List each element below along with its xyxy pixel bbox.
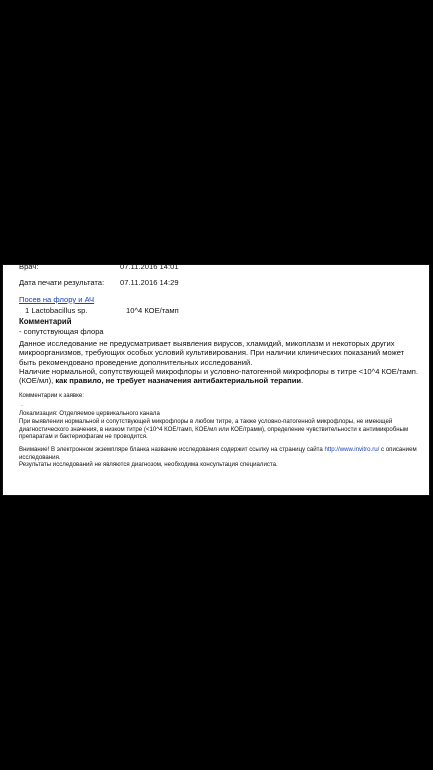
test-name-link[interactable]: Посев на флору и АЧ <box>19 295 95 304</box>
comment-heading: Комментарий <box>19 317 72 326</box>
print-date-value: 07.11.2016 14:29 <box>120 278 179 287</box>
warning-suffix: с описанием исследования. <box>19 446 417 461</box>
comment-paragraph-2 <box>19 367 419 386</box>
invitro-link[interactable]: http://www.invitro.ru/ <box>324 446 380 453</box>
organism-name: 1 Lactobacillus sp. <box>25 306 88 315</box>
localization-text: Локализация: Отделяемое цервикального канала <box>19 410 160 417</box>
sensitivity-note: При выявлении нормальной и сопутствующей микрофлоры в любом титре, а также условно-патогенной микрофлоры, не имеющей диагностического значения, в низком титре (<10^4 КОЕ/тамп, КОЕ/мл или КОЕ/грамм), определение чувствительности к антимикробным препаратам и бактериофагам не проводится. <box>19 418 409 441</box>
paragraph-2-text: Наличие нормальной, сопутствующей микрофлоры и условно-патогенной микрофлоры в титре <10^4 КОЕ/тамп. (КОЕ/мл), <box>19 367 419 386</box>
comment-paragraph-1: Данное исследование не предусматривает выявления вирусов, хламидий, микоплазм и некоторых других микроорганизмов, требующих особых условий культивирования. При наличии клинических показаний может быть рекомендовано проведение дополнительных исследований. <box>19 339 405 367</box>
warning-text: Внимание! В электронном экземпляре бланка название исследования содержит ссылку на страницу сайта <box>19 446 325 453</box>
flora-note: - сопутствующая флора <box>19 327 104 336</box>
organism-value: 10^4 КОЕ/тамп <box>126 306 179 315</box>
doctor-label: Врач: <box>19 265 39 271</box>
order-comments-bullet: · <box>21 402 24 409</box>
warning-note <box>19 446 419 461</box>
paragraph-2-end: . <box>301 376 304 386</box>
doctor-date: 07.11.2016 14:01 <box>120 265 179 271</box>
paragraph-2-bold: как правило, не требует назначения антибактериальной терапии <box>55 376 302 386</box>
order-comments-label: Комментарии к заявке: <box>19 392 84 399</box>
result-document <box>3 265 429 495</box>
results-disclaimer: Результаты исследований не являются диагнозом, необходима консультация специалиста. <box>19 461 278 468</box>
print-date-label: Дата печати результата: <box>19 278 105 287</box>
